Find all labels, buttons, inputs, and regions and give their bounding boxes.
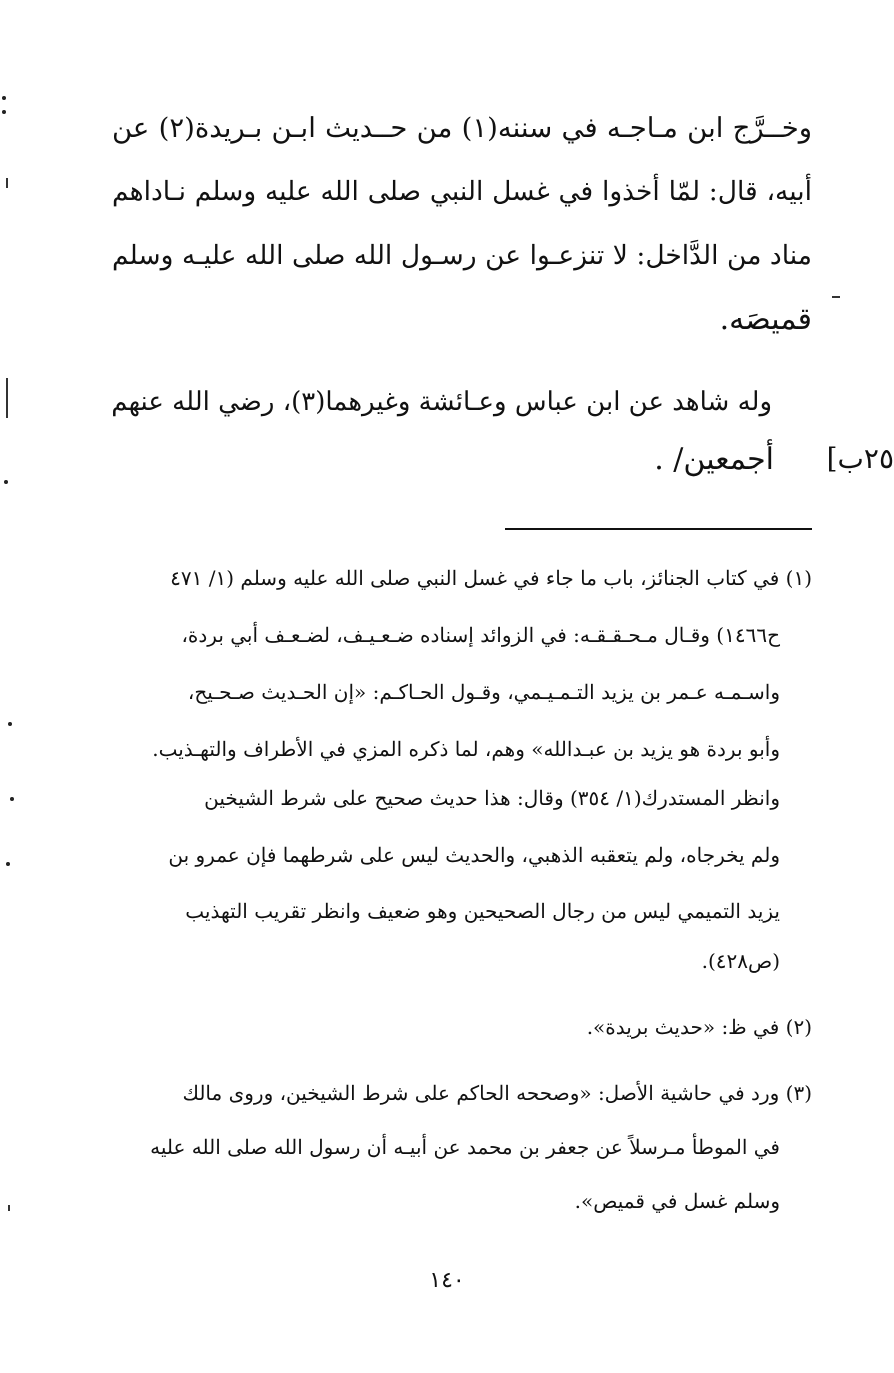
scan-speck [8, 722, 12, 726]
main-text-line: وله شاهد عن ابن عباس وعـائشة وغيرهما(٣)، رضي الله عنهم [111, 387, 772, 417]
footnote-line: ح١٤٦٦) وقـال مـحـقـقـه: في الزوائد إسناده ضـعـيـف، لضـعـف أبي بردة، [181, 623, 780, 647]
footnote-separator [505, 528, 812, 530]
scan-speck [2, 110, 6, 114]
footnote-line: ولم يخرجاه، ولم يتعقبه الذهبي، والحديث ليس على شرطهما فإن عمرو بن [168, 843, 780, 867]
main-text-line: وخــرَّج ابن مـاجـه في سننه(١) من حــديث ابـن بـريدة(٢) عن [112, 112, 812, 144]
footnote-line: (٣) ورد في حاشية الأصل: «وصححه الحاكم على شرط الشيخين، وروى مالك [182, 1081, 812, 1105]
scan-speck [2, 96, 6, 100]
footnote-line: واسـمـه عـمر بن يزيد التـمـيـمي، وقـول الحـاكـم: «إن الحـديث صـحـيح، [187, 680, 780, 704]
page-number: ١٤٠ [429, 1268, 465, 1293]
main-text-line: أبيه، قال: لمّا أخذوا في غسل النبي صلى الله عليه وسلم نـاداهم [112, 176, 812, 207]
main-text-line: مناد من الدَّاخل: لا تنزعـوا عن رسـول الله صلى الله عليـه وسلم [112, 240, 812, 271]
footnote-line: (ص٤٢٨). [701, 949, 780, 973]
scan-mark [8, 1205, 10, 1211]
scan-mark [6, 378, 8, 418]
footnote-line: (١) في كتاب الجنائز، باب ما جاء في غسل النبي صلى الله عليه وسلم (١/ ٤٧١ [170, 566, 812, 590]
scan-speck [6, 862, 10, 866]
scan-mark [6, 178, 8, 188]
footnote-line: وانظر المستدرك(١/ ٣٥٤) وقال: هذا حديث صحيح على شرط الشيخين [204, 786, 780, 810]
main-text-line: أجمعين/ . [654, 442, 774, 477]
folio-margin-note: ٢٥ب] [826, 442, 894, 475]
main-text-line: قميصَه. [719, 302, 812, 337]
footnote-line: (٢) في ظ: «حديث بريدة». [586, 1015, 812, 1039]
scan-speck [4, 480, 8, 484]
footnote-line: وأبو بردة هو يزيد بن عبـدالله» وهم، لما ذكره المزي في الأطراف والتهـذيب. [152, 737, 780, 761]
footnote-line: في الموطأ مـرسلاً عن جعفر بن محمد عن أبيـه أن رسول الله صلى الله عليه [150, 1135, 780, 1159]
footnote-line: يزيد التميمي ليس من رجال الصحيحين وهو ضعيف وانظر تقريب التهذيب [185, 899, 780, 923]
footnote-line: وسلم غسل في قميص». [574, 1189, 780, 1213]
scan-mark [832, 296, 840, 298]
scan-speck [10, 797, 14, 801]
